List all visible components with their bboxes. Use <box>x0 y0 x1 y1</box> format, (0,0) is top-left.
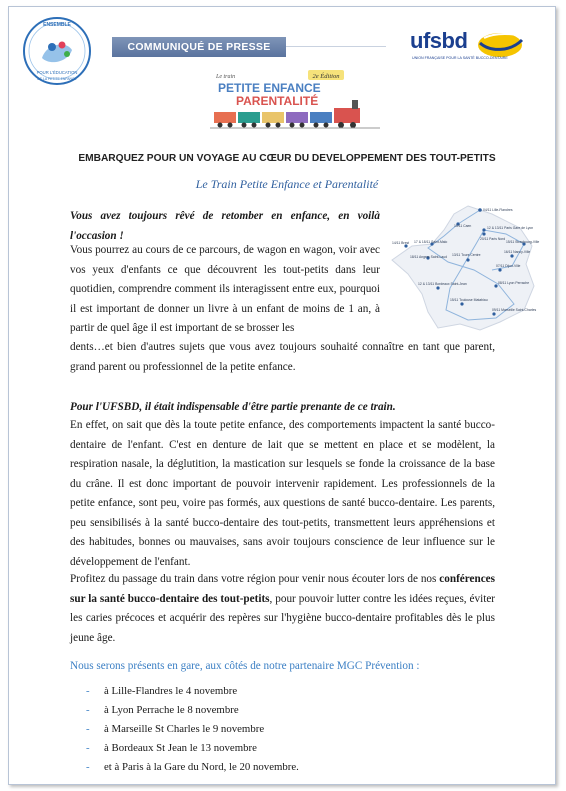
map-label: 15/11 Strasbourg-Ville <box>506 240 540 244</box>
map-label: 20/11 Paris Nord <box>480 237 506 241</box>
list-item <box>86 701 299 720</box>
headline: EMBARQUEZ POUR UN VOYAGE AU CŒUR DU DEVELOPPEMENT DES TOUT-PETITS <box>78 153 496 164</box>
train-logo-edition: 2e Édition <box>312 73 340 80</box>
stops-list <box>86 682 299 777</box>
logo-text-bottom: DE LA PETITE ENFANCE <box>37 77 77 81</box>
ensemble-logo <box>20 14 94 88</box>
train-logo-line1: PETITE ENFANCE <box>218 81 321 95</box>
dash-bullet: - <box>86 723 90 735</box>
map-label: 10/11 Caen <box>454 224 472 228</box>
list-item <box>86 720 299 739</box>
subtitle: Le Train Petite Enfance et Parentalité <box>195 177 379 191</box>
paragraph-1-wide: dents…et bien d'autres sujets que vous avez toujours souhaité connaître en tant que parent, grand parent ou professionnel de la petite enfance. <box>70 341 495 373</box>
list-item <box>86 682 299 701</box>
dash-bullet: - <box>86 761 90 773</box>
map-label: 08/11 Lyon Perrache <box>498 281 530 285</box>
dash-bullet: - <box>86 742 90 754</box>
paragraph-1-narrow: Vous pourrez au cours de ce parcours, de wagon en wagon, voir avec vos yeux d'enfants ce que découvrent les tout-petits dans leur quotidien, comprendre comment ils interagissent entre eux, pourquoi il est important de donner un livre à un enfant de moins de 1 an, à partir de quel âge il est important de se brosser les <box>70 244 380 334</box>
map-label: 07/11 Dijon-Ville <box>496 264 521 268</box>
paragraph-2: En effet, on sait que dès la toute petite enfance, des comportements impactent la santé bucco-dentaire de l'enfant. C'est en denture de lait que se mettent en place et se modèlent, la respiration nasale, la déglutition, la mastication sur lesquels se fonde la croissance de la base du crâne. Il est donc important de pouvoir intervenir rapidement. Les professionnels de la petite enfance, sont peu, voire pas formés, aux questions de santé bucco-dentaire. Les parents, peu sensibilisés à la santé bucco-dentaire des tout-petits, transmettent leurs appréhensions et des habitudes, bonnes ou mauvaises, sans avoir toujours conscience de leur influence sur le développement de l'enfant. <box>70 419 495 568</box>
map-label: 09/11 Marseille Saint-Charles <box>492 308 537 312</box>
map-label: 18/11 Angers Saint-Laud <box>410 255 448 259</box>
stop-text: à Lille-Flandres le 4 novembre <box>104 685 238 697</box>
list-item <box>86 739 299 758</box>
map-label: 04/11 Lille-Flandres <box>483 208 513 212</box>
band-divider <box>286 46 386 47</box>
intro-text: Vous avez toujours rêvé de retomber en enfance, en voilà l'occasion ! <box>70 210 380 242</box>
dash-bullet: - <box>86 685 90 697</box>
paragraph-3 <box>70 570 495 648</box>
section-title: Pour l'UFSBD, il était indispensable d'être partie prenante de ce train. <box>70 401 396 413</box>
train-logo-line2: PARENTALITÉ <box>236 94 319 108</box>
stop-text: à Marseille St Charles le 9 novembre <box>104 723 265 735</box>
map-label: 12 & 13/11 Paris Gare de Lyon <box>487 226 534 230</box>
stop-text: à Lyon Perrache le 8 novembre <box>104 704 239 716</box>
map-label: 16/11 Nancy-Ville <box>504 250 531 254</box>
map-label: 14/11 Brest <box>392 241 410 245</box>
list-item <box>86 758 299 777</box>
ufsbd-tagline: UNION FRANÇAISE POUR LA SANTÉ BUCCO-DENTAIRE <box>412 56 508 60</box>
ufsbd-logo <box>410 28 530 68</box>
map-label: 12 & 13/11 Bordeaux Saint-Jean <box>418 282 467 286</box>
paragraph-3-end: , pour pouvoir lutter contre les idées reçues, éviter les caries précoces et acquérir des repères sur l'hygiène bucco-dentaire profitables dès le plus jeune âge. <box>70 592 496 644</box>
press-release-band: COMMUNIQUÉ DE PRESSE <box>112 37 286 57</box>
stop-text: et à Paris à la Gare du Nord, le 20 novembre. <box>104 761 299 773</box>
announcement: Nous serons présents en gare, aux côtés de notre partenaire MGC Prévention : <box>70 660 420 672</box>
logo-text-mid: POUR L'ÉDUCATION <box>36 70 78 75</box>
dash-bullet: - <box>86 704 90 716</box>
train-logo <box>210 68 380 130</box>
stop-text: à Bordeaux St Jean le 13 novembre <box>104 742 257 754</box>
paragraph-3-bold: conférences sur la santé bucco-dentaire des tout-petits <box>70 573 495 605</box>
map-label: 13/11 Tours Centre <box>452 253 481 257</box>
ufsbd-wordmark: ufsbd <box>410 28 468 53</box>
paragraph-3-start: Profitez du passage du train dans votre région pour venir nous écouter lors de nos <box>70 573 440 585</box>
train-logo-prefix: Le train <box>216 74 236 80</box>
map-label: 15/11 Toulouse Matabiau <box>450 298 488 302</box>
france-route-map <box>388 200 550 338</box>
map-label: 17 & 18/11 Saint-Malo <box>414 240 448 244</box>
logo-text-top: ENSEMBLE <box>43 22 71 28</box>
